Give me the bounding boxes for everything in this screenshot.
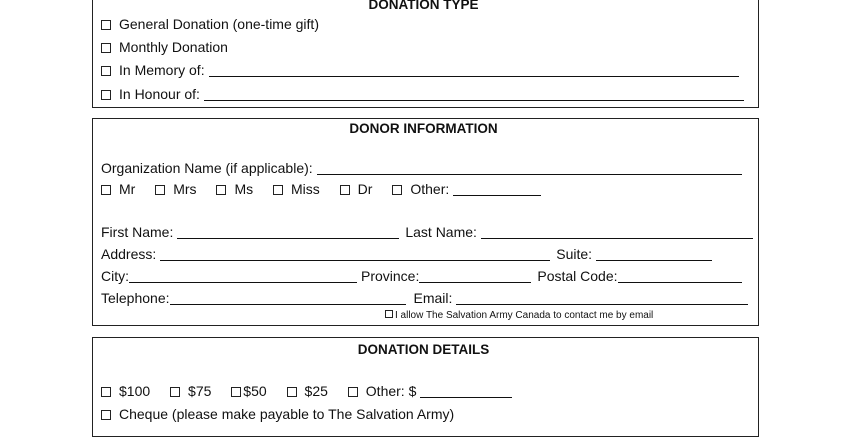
first-name-field[interactable] xyxy=(177,225,399,239)
title-mr-checkbox[interactable] xyxy=(101,185,111,195)
organization-row xyxy=(101,159,742,177)
title-other-field[interactable] xyxy=(453,182,541,196)
monthly-donation-option[interactable] xyxy=(101,38,228,56)
donation-details-heading: DONATION DETAILS xyxy=(357,342,490,357)
title-other-checkbox[interactable] xyxy=(392,185,402,195)
amount-other[interactable]: Other: $ xyxy=(348,382,513,400)
monthly-donation-checkbox[interactable] xyxy=(101,43,111,53)
amount-other-field[interactable] xyxy=(420,384,512,398)
in-memory-label: In Memory of: xyxy=(119,62,205,78)
donor-information-section xyxy=(92,118,759,326)
title-ms-checkbox[interactable] xyxy=(216,185,226,195)
address-label: Address: xyxy=(101,246,157,262)
email-field[interactable] xyxy=(456,291,748,305)
title-other[interactable]: Other: xyxy=(392,180,541,198)
amount-50[interactable]: $50 xyxy=(231,382,266,400)
amount-25-checkbox[interactable] xyxy=(287,387,297,397)
first-name-label: First Name: xyxy=(101,224,174,240)
title-row xyxy=(101,180,557,198)
email-consent-checkbox[interactable] xyxy=(385,310,393,318)
donation-details-section xyxy=(92,337,759,437)
suite-field[interactable] xyxy=(596,247,712,261)
organization-label: Organization Name (if applicable): xyxy=(101,160,313,176)
title-dr[interactable]: Dr xyxy=(340,180,373,198)
title-mrs[interactable]: Mrs xyxy=(155,180,196,198)
title-mr[interactable]: Mr xyxy=(101,180,135,198)
last-name-label: Last Name: xyxy=(405,224,477,240)
province-label: Province: xyxy=(361,268,420,284)
postal-code-label: Postal Code: xyxy=(537,268,618,284)
city-row xyxy=(101,267,742,285)
general-donation-option[interactable] xyxy=(101,15,319,33)
telephone-label: Telephone: xyxy=(101,290,170,306)
cheque-label: Cheque (please make payable to The Salvation Army) xyxy=(119,406,455,422)
suite-label: Suite: xyxy=(556,246,593,262)
province-field[interactable] xyxy=(419,269,531,283)
email-label: Email: xyxy=(413,290,453,306)
title-miss-checkbox[interactable] xyxy=(273,185,283,195)
city-label: City: xyxy=(101,268,129,284)
address-row xyxy=(101,245,712,263)
monthly-donation-label: Monthly Donation xyxy=(119,39,228,55)
amount-row xyxy=(101,382,528,400)
title-mrs-checkbox[interactable] xyxy=(155,185,165,195)
amount-75-checkbox[interactable] xyxy=(170,387,180,397)
name-row xyxy=(101,223,753,241)
amount-75[interactable]: $75 xyxy=(170,382,211,400)
telephone-row xyxy=(101,289,748,307)
amount-50-checkbox[interactable] xyxy=(231,387,241,397)
city-field[interactable] xyxy=(129,269,357,283)
amount-other-checkbox[interactable] xyxy=(348,387,358,397)
title-dr-checkbox[interactable] xyxy=(340,185,350,195)
general-donation-checkbox[interactable] xyxy=(101,20,111,30)
general-donation-label: General Donation (one-time gift) xyxy=(119,16,319,32)
email-consent-label: I allow The Salvation Army Canada to contact me by email xyxy=(395,310,654,321)
in-memory-checkbox[interactable] xyxy=(101,66,111,76)
donor-information-heading: DONOR INFORMATION xyxy=(349,121,498,136)
title-miss[interactable]: Miss xyxy=(273,180,320,198)
in-memory-option[interactable] xyxy=(101,61,739,79)
cheque-checkbox[interactable] xyxy=(101,410,111,420)
title-ms[interactable]: Ms xyxy=(216,180,253,198)
address-field[interactable] xyxy=(160,247,550,261)
donation-type-heading: DONATION TYPE xyxy=(368,0,479,12)
amount-25[interactable]: $25 xyxy=(287,382,328,400)
amount-100[interactable]: $100 xyxy=(101,382,150,400)
in-honour-field[interactable] xyxy=(204,87,744,101)
telephone-field[interactable] xyxy=(170,291,406,305)
last-name-field[interactable] xyxy=(481,225,753,239)
organization-field[interactable] xyxy=(317,161,742,175)
in-memory-field[interactable] xyxy=(209,63,739,77)
donation-type-section xyxy=(92,0,759,108)
in-honour-option[interactable] xyxy=(101,85,744,103)
in-honour-label: In Honour of: xyxy=(119,86,200,102)
in-honour-checkbox[interactable] xyxy=(101,90,111,100)
amount-100-checkbox[interactable] xyxy=(101,387,111,397)
postal-code-field[interactable] xyxy=(618,269,742,283)
cheque-option[interactable] xyxy=(101,405,454,423)
email-consent-row[interactable] xyxy=(385,309,653,323)
